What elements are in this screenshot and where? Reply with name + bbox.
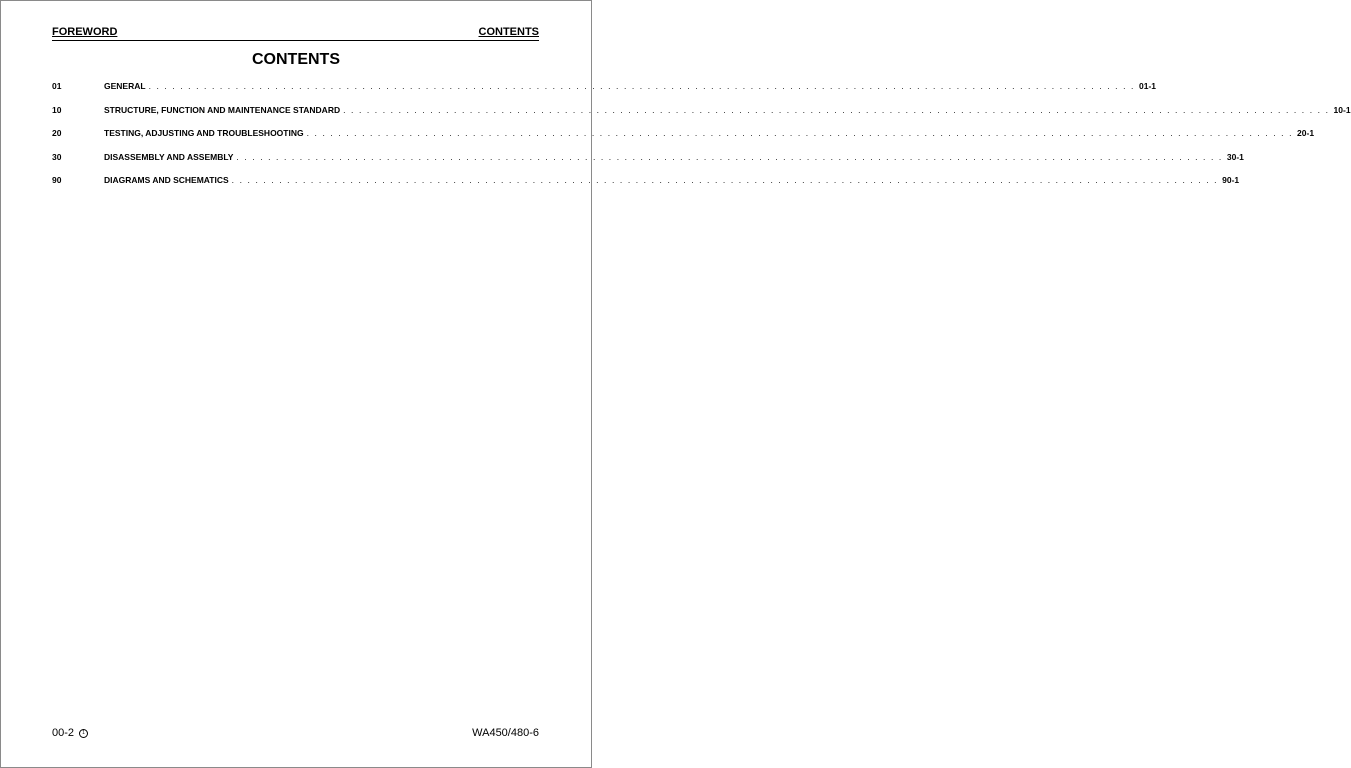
toc-entry-diagrams[interactable] (52, 175, 1240, 199)
header-section-title: FOREWORD (52, 26, 118, 38)
toc-entry-number: 90 (52, 175, 62, 185)
page-title: CONTENTS (252, 51, 340, 68)
toc-entry-testing[interactable] (52, 128, 1315, 152)
header-page-title: CONTENTS (478, 26, 539, 38)
toc-entry-page[interactable]: 10-1 (1333, 104, 1351, 115)
toc-entry-number: 30 (52, 151, 62, 162)
page-header (52, 26, 539, 41)
toc-entry-structure[interactable] (52, 104, 1351, 129)
toc-leader-dots: . . . . . . . . . . . . . . . . . . . . . . . . . . . . . . . . . . . . . . . . . . . . . . . . . . . . . . . . . . . . . . . . . . . . . . . . . . . . . . . . . . . . . . . . . . . . . . . . . . . . . . . . . . . . . . . . . . . . . . . . . . . . . (306, 128, 1294, 138)
page-footer-number (52, 727, 88, 740)
toc-entry-page[interactable]: 90-1 (1222, 175, 1240, 185)
toc-entry-label[interactable]: DIAGRAMS AND SCHEMATICS (104, 175, 229, 185)
toc-entry-label[interactable]: GENERAL (104, 81, 146, 91)
toc-leader-dots: . . . . . . . . . . . . . . . . . . . . . . . . . . . . . . . . . . . . . . . . . . . . . . . . . . . . . . . . . . . . . . . . . . . . . . . . . . . . . . . . . . . . . . . . . . . . . . . . . . . . . . . . . . . . . . . . . . . . . . . . . . . . . (231, 175, 1219, 185)
toc-entry-label[interactable]: TESTING, ADJUSTING AND TROUBLESHOOTING (104, 128, 304, 138)
toc-entry-disassembly[interactable] (52, 151, 1244, 176)
toc-leader-dots: . . . . . . . . . . . . . . . . . . . . . . . . . . . . . . . . . . . . . . . . . . . . . . . . . . . . . . . . . . . . . . . . . . . . . . . . . . . . . . . . . . . . . . . . . . . . . . . . . . . . . . . . . . . . . . . . . . . . . . . . . . . . . (343, 104, 1330, 115)
toc-entry-number: 20 (52, 128, 62, 138)
toc-entry-page[interactable]: 30-1 (1226, 151, 1244, 162)
table-of-contents (52, 81, 1351, 199)
toc-leader-dots: . . . . . . . . . . . . . . . . . . . . . . . . . . . . . . . . . . . . . . . . . . . . . . . . . . . . . . . . . . . . . . . . . . . . . . . . . . . . . . . . . . . . . . . . . . . . . . . . . . . . . . . . . . . . . . . . . . . . . . . . . . . . . (148, 81, 1135, 91)
page-number: 00-2 (52, 727, 75, 739)
toc-entry-page[interactable]: 20-1 (1297, 128, 1315, 138)
revision-circle-icon: 1 (79, 729, 88, 738)
toc-entry-label[interactable]: STRUCTURE, FUNCTION AND MAINTENANCE STANDARD (104, 104, 341, 115)
toc-entry-general[interactable] (52, 81, 1157, 105)
toc-entry-page[interactable]: 01-1 (1139, 81, 1157, 91)
toc-entry-number: 10 (52, 104, 62, 115)
toc-leader-dots: . . . . . . . . . . . . . . . . . . . . . . . . . . . . . . . . . . . . . . . . . . . . . . . . . . . . . . . . . . . . . . . . . . . . . . . . . . . . . . . . . . . . . . . . . . . . . . . . . . . . . . . . . . . . . . . . . . . . . . . . . . . . . (236, 151, 1223, 162)
toc-entry-number: 01 (52, 81, 62, 91)
toc-entry-label[interactable]: DISASSEMBLY AND ASSEMBLY (104, 151, 234, 162)
model-number: WA450/480-6 (472, 727, 539, 739)
